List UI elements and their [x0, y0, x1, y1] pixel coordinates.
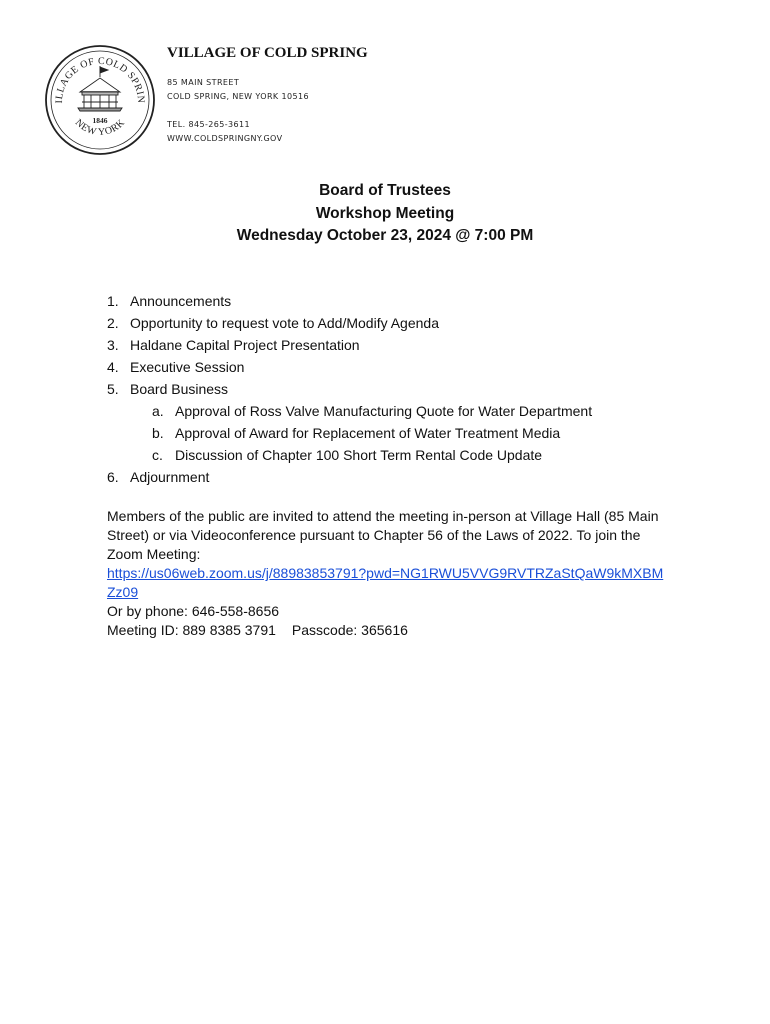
meeting-type: Workshop Meeting — [315, 204, 455, 222]
notice-paragraph: Members of the public are invited to attend the meeting in-person at Village Hall (85 Main Street) or via Videoconference pursuant to Chapter 56 of the Laws of 2022. To join the Zoom Meeting: — [107, 508, 659, 562]
website: WWW.COLDSPRINGNY.GOV — [167, 134, 283, 143]
agenda-sub-item-letter: b. — [152, 425, 164, 441]
street-address: 85 MAIN STREET — [167, 78, 240, 87]
seal-graphic — [44, 44, 156, 156]
meeting-date: Wednesday October 23, 2024 @ 7:00 PM — [236, 227, 534, 244]
agenda-item-text: Executive Session — [130, 359, 245, 375]
meeting-title-block — [0, 180, 770, 248]
agenda-item-number: 1. — [107, 293, 119, 309]
agenda-sub-item-text: Approval of Award for Replacement of Water Treatment Media — [175, 425, 561, 441]
agenda-sub-item-letter: a. — [152, 403, 164, 419]
gazebo-icon — [78, 66, 122, 111]
agenda-sub-item — [107, 444, 592, 466]
agenda-item-number: 6. — [107, 469, 119, 485]
agenda-item — [107, 466, 592, 488]
agenda-item-text: Haldane Capital Project Presentation — [130, 337, 360, 353]
agenda-sub-item-letter: c. — [152, 447, 163, 463]
seal-bottom-text: NEW YORK — [72, 117, 128, 139]
telephone: TEL. 845-265-3611 — [167, 120, 250, 129]
village-seal — [44, 44, 156, 156]
agenda-sub-item — [107, 422, 592, 444]
city-address: COLD SPRING, NEW YORK 10516 — [167, 92, 309, 101]
agenda-item — [107, 312, 592, 334]
meeting-board-title: Board of Trustees — [319, 182, 451, 199]
public-notice — [107, 507, 667, 640]
seal-year: 1846 — [92, 116, 108, 125]
agenda-item-text: Adjournment — [130, 469, 210, 485]
agenda-item-text: Board Business — [130, 381, 229, 397]
village-name: VILLAGE OF COLD SPRING — [167, 45, 368, 61]
agenda-item — [107, 290, 592, 312]
agenda-sub-item-text: Discussion of Chapter 100 Short Term Rental Code Update — [175, 447, 543, 463]
letterhead — [167, 45, 368, 146]
agenda-sub-item — [107, 400, 592, 422]
agenda-sub-item-text: Approval of Ross Valve Manufacturing Quote for Water Department — [175, 403, 593, 419]
agenda-list — [107, 290, 592, 488]
agenda-item-number: 4. — [107, 359, 119, 375]
agenda-item-text: Opportunity to request vote to Add/Modify Agenda — [130, 315, 439, 331]
seal-top-text: ILLAGE OF COLD SPRIN — [53, 55, 147, 104]
agenda-item-number: 3. — [107, 337, 119, 353]
agenda-item-number: 5. — [107, 381, 119, 397]
agenda-item — [107, 334, 592, 356]
zoom-meeting-link[interactable]: https://us06web.zoom.us/j/88983853791?pwd=NG1RWU5VVG9RVTRZaStQaW9kMXBMZz09 — [107, 565, 664, 600]
agenda-item — [107, 378, 592, 400]
agenda-item-number: 2. — [107, 315, 119, 331]
meeting-id: Meeting ID: 889 8385 3791 — [107, 622, 276, 638]
meeting-passcode: Passcode: 365616 — [291, 622, 408, 638]
agenda-item — [107, 356, 592, 378]
phone-dial-in: Or by phone: 646-558-8656 — [107, 603, 280, 619]
agenda-item-text: Announcements — [130, 293, 232, 309]
meeting-credentials — [107, 621, 667, 640]
